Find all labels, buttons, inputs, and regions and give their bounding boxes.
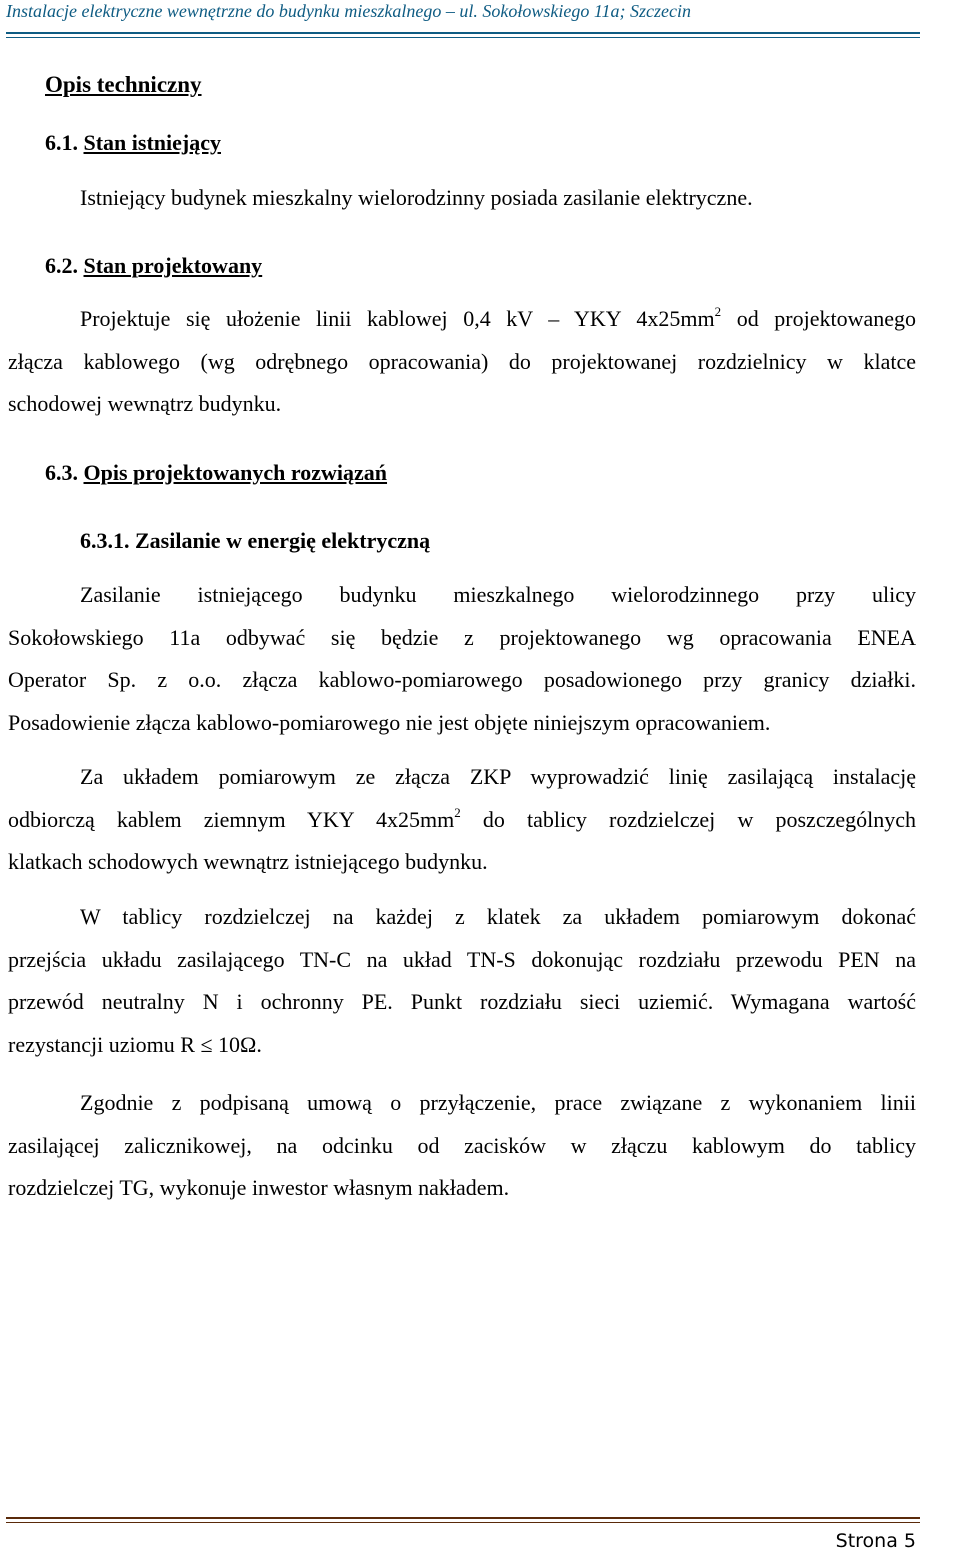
paragraph-line: Sokołowskiego 11a odbywać się będzie z projektowanego wg opracowania ENEA [8,624,916,650]
section-number: 6.2. [45,253,78,278]
paragraph-metering [8,756,916,884]
paragraph-line: klatkach schodowych wewnątrz istniejącego budynku. [8,849,488,874]
running-header: Instalacje elektryczne wewnętrzne do budynku mieszkalnego – ul. Sokołowskiego 11a; Szczecin [6,1,691,21]
section-6-1-text: Istniejący budynek mieszkalny wielorodzinny posiada zasilanie elektryczne. [80,185,753,210]
document-title: Opis techniczny [45,72,202,97]
paragraph-line: Posadowienie złącza kablowo-pomiarowego nie jest objęte niniejszym opracowaniem. [8,709,771,735]
section-6-3-heading [45,460,387,486]
paragraph-line: Operator Sp. z o.o. złącza kablowo-pomiarowego posadowionego przy granicy działki. [8,667,916,692]
section-6-1-heading [45,130,221,156]
paragraph-line: Za układem pomiarowym ze złącza ZKP wyprowadzić linię zasilającą instalację [80,764,916,789]
section-number: 6.3.1. [80,528,130,553]
paragraph-agreement [8,1082,916,1210]
section-title: Stan projektowany [83,253,263,278]
paragraph-distribution [8,896,916,1066]
paragraph-line: Projektuje się ułożenie linii kablowej 0,4 kV – YKY $4x25mm^2$ od projektowanego [80,304,916,331]
paragraph-line: schodowej wewnątrz budynku. [8,391,282,416]
section-6-3-1-heading [80,528,430,554]
section-6-2-paragraph [8,298,916,426]
section-title: Stan istniejący [83,130,221,155]
section-number: 6.3. [45,460,78,485]
footer-rule-thin [6,1522,920,1523]
section-6-2-heading [45,253,262,279]
paragraph-line: rozdzielczej TG, wykonuje inwestor własnym nakładem. [8,1175,510,1200]
paragraph-line: złącza kablowego (wg odrębnego opracowania) do projektowanej rozdzielnicy w klatce [8,348,916,374]
paragraph-line: Zgodnie z podpisaną umową o przyłączenie, prace związane z wykonaniem linii [80,1090,916,1115]
paragraph-line: odbiorczą kablem ziemnym YKY $4x25mm^2$ do tablicy rozdzielczej w poszczególnych [8,804,916,832]
section-title: Opis projektowanych rozwiązań [83,460,388,485]
header-rule-thin [6,37,920,38]
footer-rule [6,1517,920,1519]
paragraph-line: Zasilanie istniejącego budynku mieszkalnego wielorodzinnego przy ulicy [80,582,916,607]
paragraph-supply [8,574,916,744]
paragraph-line: rezystancji uziomu R ≤ 10Ω. [8,1031,262,1057]
paragraph-line: przejścia układu zasilającego TN-C na układ TN-S dokonując rozdziału przewodu PEN na [8,946,916,972]
section-number: 6.1. [45,130,78,155]
section-title: Zasilanie w energię elektryczną [135,528,431,553]
header-rule [6,32,920,34]
page-number: Strona 5 [835,1530,916,1552]
paragraph-line: przewód neutralny N i ochronny PE. Punkt rozdziału sieci uziemić. Wymagana wartość [8,989,916,1014]
paragraph-line: W tablicy rozdzielczej na każdej z klatek za układem pomiarowym dokonać [80,904,916,929]
paragraph-line: zasilającej zalicznikowej, na odcinku od zacisków w złączu kablowym do tablicy [8,1132,916,1158]
